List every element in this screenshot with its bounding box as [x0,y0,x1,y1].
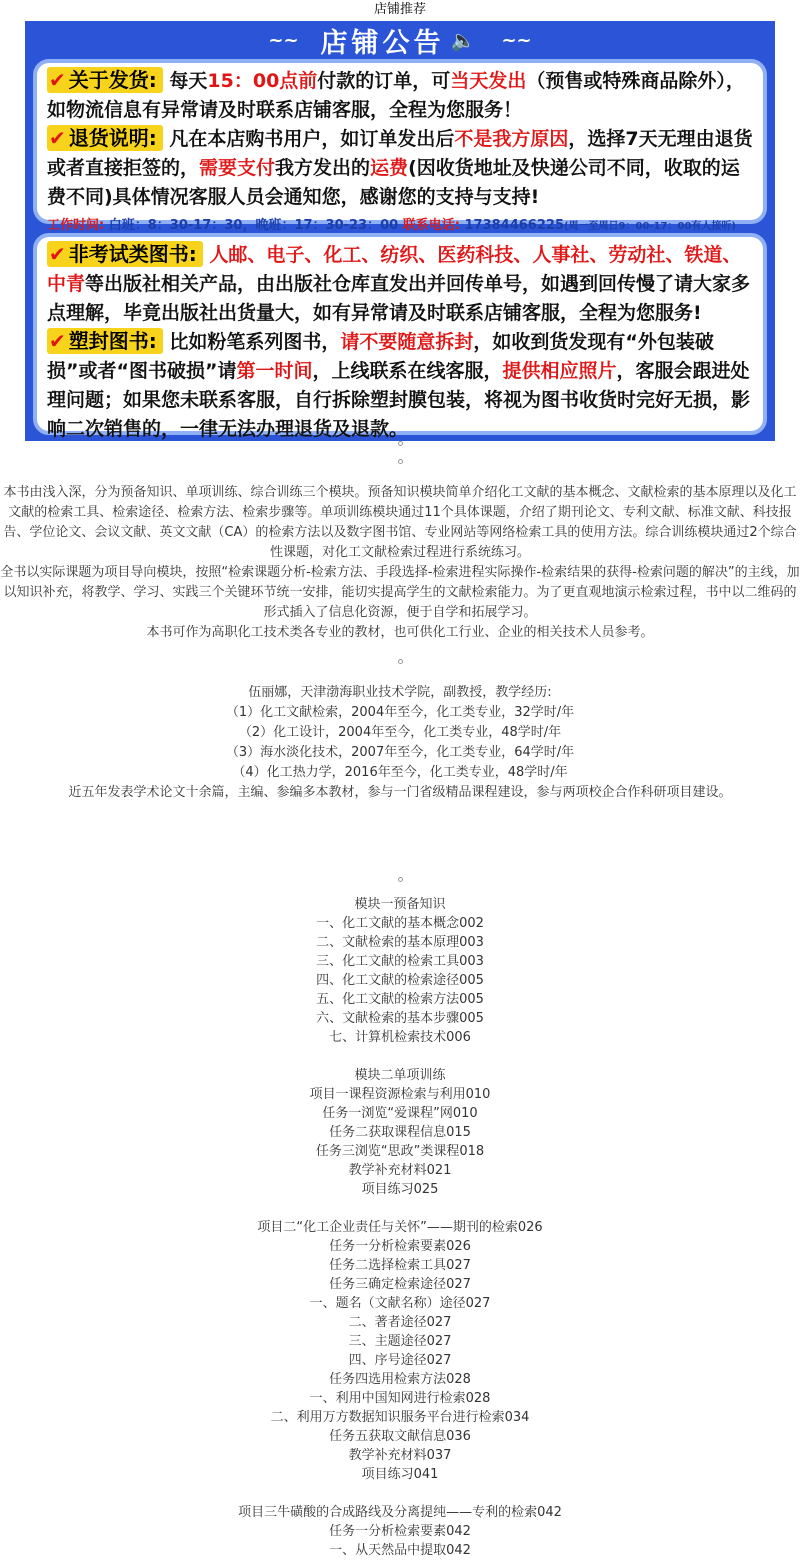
toc-item: 教学补充材料037 [348,1448,452,1463]
checkmark-icon: ✔ [49,68,66,92]
toc-item [0,1484,800,1503]
toc-item: 项目练习041 [361,1467,439,1482]
returns-paragraph: ✔ 退货说明: 凡在本店购书用户，如订单发出后不是我方原因，选择7天无理由退货或者直接拒签的，需要支付我方发出的运费(因收货地址及快递公司不同，收取的运费不同)具体情况客服人员会通知您，感谢您的支持与支持! [47,126,753,208]
toc-item: 任务三浏览“思政”类课程018 [315,1144,485,1159]
toc-item: 任务四选用检索方法028 [329,1372,471,1387]
toc-item: 三、化工文献的检索工具003 [316,954,484,969]
toc-item: 二、利用万方数据知识服务平台进行检索034 [270,1410,530,1425]
wave-left-decoration: ~~ [268,29,299,51]
toc-item: 项目三牛磺酸的合成路线及分离提纯——专利的检索042 [238,1505,562,1520]
intro-paragraph: 本书可作为高职化工技术类各专业的教材，也可供化工行业、企业的相关技术人员参考。 [146,625,654,640]
toc-item: 模块二单项训练 [354,1068,446,1083]
section-marker [398,877,403,882]
toc-item: 任务二获取课程信息015 [329,1125,471,1140]
section-marker [398,459,403,464]
table-of-contents [0,895,800,1560]
notice-header [25,21,775,59]
toc-item: 四、化工文献的检索途径005 [316,973,484,988]
author-line: （4）化工热力学，2016年至今，化工类专业，48学时/年 [232,765,568,780]
store-notice-banner [25,21,775,441]
toc-item: 任务三确定检索途径027 [329,1277,471,1292]
notice-card-shipping [33,59,767,233]
toc-item: 项目一课程资源检索与利用010 [309,1087,491,1102]
toc-item: 二、文献检索的基本原理003 [316,935,484,950]
toc-item: 七、计算机检索技术006 [329,1030,471,1045]
section-marker [398,441,403,446]
toc-item: 模块一预备知识 [354,897,446,912]
checkmark-icon: ✔ [49,126,66,150]
sealed-paragraph: ✔ 塑封图书: 比如粉笔系列图书，请不要随意拆封，如收到货发现有“外包装破损”或者“图书破损”请第一时间，上线联系在线客服，提供相应照片，客服会跟进处理问题；如果您未联系客服，自行拆除塑封膜包装，将视为图书收货时完好无损，影响二次销售的，一律无法办理退货及退款。 [47,329,751,440]
toc-item [0,1199,800,1218]
author-line: （1）化工文献检索，2004年至今，化工类专业，32学时/年 [225,705,575,720]
section-marker [398,659,403,664]
toc-item: 一、题名（文献名称）途径027 [309,1296,491,1311]
wave-right-decoration: ~~ [501,29,532,51]
toc-item: 四、序号途径027 [348,1353,452,1368]
product-description [0,441,800,1560]
checkmark-icon: ✔ [49,329,66,353]
working-hours: 工作时间: 白班：8：30-17：30，晚班：17：30-23：00 联系电话: 17384466225(周一至周日9：00-17：00有人接听) [47,218,736,233]
toc-item: 任务二选择检索工具027 [329,1258,471,1273]
toc-item: 任务一分析检索要素026 [329,1239,471,1254]
toc-item: 任务一浏览“爱课程”网010 [322,1106,478,1121]
toc-item: 二、著者途径027 [348,1315,452,1330]
toc-item: 三、主题途径027 [348,1334,452,1349]
sealed-tag: ✔ 塑封图书: [47,328,163,354]
toc-item: 项目练习025 [361,1182,439,1197]
author-line: 近五年发表学术论文十余篇，主编、参编多本教材，参与一门省级精品课程建设，参与两项校企合作科研项目建设。 [68,785,732,800]
shipping-tag: ✔ 关于发货: [47,67,163,93]
notice-card-books [33,233,767,440]
toc-item: 一、利用中国知网进行检索028 [309,1391,491,1406]
author-line: （3）海水淡化技术，2007年至今，化工类专业，64学时/年 [225,745,575,760]
toc-item: 任务五获取文献信息036 [329,1429,471,1444]
toc-item: 任务一分析检索要素042 [329,1524,471,1539]
intro-paragraph: 全书以实际课题为项目导向模块，按照“检索课题分析-检索方法、手段选择-检索进程实际操作-检索结果的获得-检索问题的解决”的主线，加以知识补充，将教学、学习、实践三个关键环节统一安排，能切实提高学生的文献检索能力。为了更直观地演示检索过程，书中以二维码的形式插入了信息化资源，便于自学和拓展学习。 [0,565,800,620]
page-title: 店铺推荐 [373,2,426,17]
intro-paragraph: 本书由浅入深，分为预备知识、单项训练、综合训练三个模块。预备知识模块简单介绍化工文献的基本概念、文献检索的基本原理以及化工文献的检索工具、检索途径、检索方法、检索步骤等。单项训练模块通过11个具体课题，介绍了期刊论文、专利文献、标准文献、科技报告、学位论文、会议文献、英文文献（CA）的检索方法以及数字图书馆、专业网站等网络检索工具的使用方法。综合训练模块通过2个综合性课题，对化工文献检索过程进行系统练习。 [3,485,797,560]
checkmark-icon: ✔ [49,242,66,266]
author-line: （2）化工设计，2004年至今，化工类专业，48学时/年 [238,725,562,740]
author-line: 伍丽娜，天津渤海职业技术学院，副教授，教学经历: [248,685,552,700]
toc-item [0,1047,800,1066]
toc-item: 一、从天然品中提取042 [329,1543,471,1558]
returns-tag: ✔ 退货说明: [47,125,163,151]
shipping-paragraph: ✔ 关于发货: 每天15：00点前付款的订单，可当天发出（预售或特殊商品除外），如物流信息有异常请及时联系店铺客服，全程为您服务！ [47,68,745,121]
notice-header-title: 店铺公告 [320,27,445,59]
book-intro [0,483,800,643]
toc-item: 项目二“化工企业责任与关怀”——期刊的检索026 [257,1220,543,1235]
non-exam-paragraph: ✔ 非考试类图书: 人邮、电子、化工、纺织、医药科技、人事社、劳动社、铁道、中青等出版社相关产品，由出版社仓库直发出并回传单号，如遇到回传慢了请大家多点理解，毕竟出版社出货量大，如有异常请及时联系店铺客服，全程为您服务! [47,242,751,324]
toc-item: 六、文献检索的基本步骤005 [316,1011,484,1026]
phone-number: 17384466225 [464,218,564,233]
toc-item: 教学补充材料021 [348,1163,452,1178]
author-info [0,683,800,803]
toc-item: 一、化工文献的基本概念002 [316,916,484,931]
speaker-icon: 🔈 [450,28,480,52]
non-exam-tag: ✔ 非考试类图书: [47,241,203,267]
toc-item: 五、化工文献的检索方法005 [316,992,484,1007]
